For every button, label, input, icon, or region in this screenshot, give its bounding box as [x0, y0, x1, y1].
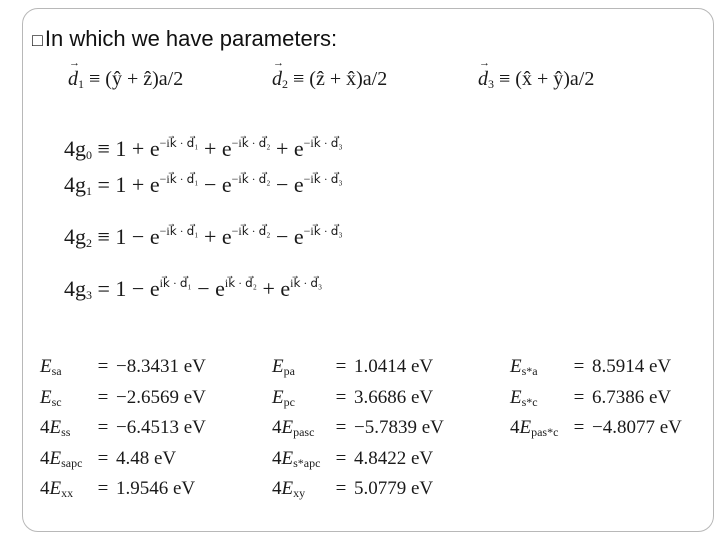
bullet-box-icon: □ — [32, 30, 43, 50]
g3-equation: $4g_3 = 1 - e^{ik⃗ \cdot d⃗_1} - e^{ik⃗ \cdot d⃗_2} + e^{ik⃗ \cdot d⃗_3}$ — [64, 276, 323, 302]
g0-equation: $4g_0 \equiv 1 + e^{-ik⃗ \cdot d⃗_1} + e^{-ik⃗ \cdot d⃗_2} + e^{-ik⃗ \cdot d⃗_3}$ — [64, 136, 343, 162]
parameter-row: $E_{s*a}$ = 8.5914 eV — [510, 356, 672, 378]
parameter-row: $4E_{ss}$ = −6.4513 eV — [40, 417, 206, 439]
parameter-row: $4E_{pas*c}$ = −4.8077 eV — [510, 417, 682, 439]
parameter-row: $4E_{sapc}$ = 4.48 eV — [40, 447, 177, 470]
parameter-row: $4E_{xx}$ = 1.9546 eV — [40, 478, 196, 500]
parameter-row: $E_{pa}$ = 1.0414 eV — [272, 356, 434, 378]
parameter-row: $E_{pc}$ = 3.6686 eV — [272, 386, 434, 409]
parameter-row: $4E_{pasc}$ = −5.7839 eV — [272, 417, 444, 439]
parameter-row: $E_{sc}$ = −2.6569 eV — [40, 386, 206, 409]
parameter-row: $E_{sa}$ = −8.3431 eV — [40, 356, 206, 378]
parameter-column-2 — [272, 354, 444, 507]
heading-text: In which we have parameters: — [44, 26, 338, 51]
vector-d1-equation: → $d_1$ ≡ (ŷ + ẑ)a/2 — [68, 68, 183, 92]
parameter-row: $E_{s*c}$ = 6.7386 eV — [510, 386, 672, 409]
slide-heading — [32, 26, 337, 52]
parameter-column-3 — [510, 354, 682, 446]
parameter-column-1 — [40, 354, 206, 507]
g1-equation: $4g_1 = 1 + e^{-ik⃗ \cdot d⃗_1} - e^{-ik⃗ \cdot d⃗_2} - e^{-ik⃗ \cdot d⃗_3}$ — [64, 172, 343, 198]
parameter-row: $4E_{xy}$ = 5.0779 eV — [272, 478, 434, 500]
vector-d3-equation: → $d_3$ ≡ (x̂ + ŷ)a/2 — [478, 68, 594, 92]
parameter-row: $4E_{s*apc}$ = 4.8422 eV — [272, 447, 434, 470]
g2-equation: $4g_2 \equiv 1 - e^{-ik⃗ \cdot d⃗_1} + e^{-ik⃗ \cdot d⃗_2} - e^{-ik⃗ \cdot d⃗_3}$ — [64, 224, 343, 250]
vector-d2-equation: → $d_2$ ≡ (ẑ + x̂)a/2 — [272, 68, 387, 92]
